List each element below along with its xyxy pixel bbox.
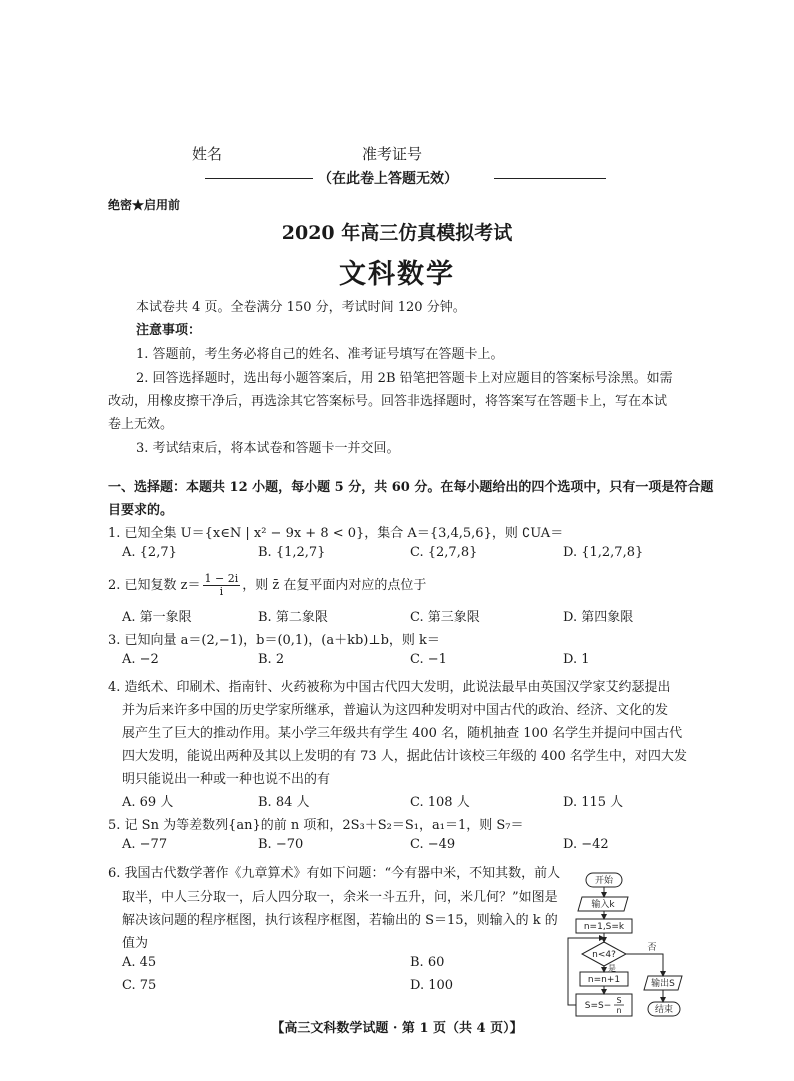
flowchart-condition-label: n<4? (592, 950, 616, 960)
intro-text: 本试卷共 4 页。全卷满分 150 分，考试时间 120 分钟。 (136, 300, 466, 315)
flowchart-output-label: 输出S (651, 979, 675, 989)
flowchart-init-label: n=1,S=k (583, 922, 625, 932)
question-3-option-a: A. −2 (122, 652, 159, 667)
question-2-stem (108, 573, 426, 598)
question-6-line-1: 6. 我国古代数学著作《九章算术》有如下问题：“今有器中米，不知其数，前人 (108, 866, 561, 881)
secret-label: 绝密★启用前 (108, 198, 181, 212)
question-2-stem-suffix: ，则 z̄ 在复平面内对应的点位于 (242, 578, 427, 593)
flowchart-increment-label: n=n+1 (587, 975, 621, 985)
question-6-option-d: D. 100 (410, 978, 454, 993)
flowchart (548, 868, 698, 1028)
flowchart-no-label: 否 (647, 943, 657, 953)
question-4-line-4: 四大发明，能说出两种及其以上发明的有 73 人，据此估计该校三年级的 400 名学生中，对四大发 (122, 749, 687, 764)
question-6-option-c: C. 75 (122, 978, 157, 993)
question-2-numerator: 1 − 2i (204, 572, 239, 585)
question-6-line-3: 解决该问题的程序框图，执行该程序框图，若输出的 S＝15，则输入的 k 的 (122, 913, 558, 928)
flowchart-end-label: 结束 (654, 1005, 674, 1015)
flowchart-fraction-numerator: S (616, 996, 622, 1005)
question-2-option-d: D. 第四象限 (563, 610, 634, 625)
note-3: 3. 考试结束后，将本试卷和答题卡一并交回。 (136, 441, 400, 456)
question-6-option-b: B. 60 (410, 955, 445, 970)
question-2-fraction (203, 573, 241, 598)
question-3-option-b: B. 2 (258, 652, 285, 667)
question-2-denominator: i (219, 585, 224, 598)
note-2-line-1: 2. 回答选择题时，选出每小题答案后，用 2B 铅笔把答题卡上对应题目的答案标号涂黑。如需 (136, 371, 673, 386)
question-2-option-a: A. 第一象限 (122, 610, 192, 625)
question-2-option-c: C. 第三象限 (410, 610, 480, 625)
question-2-option-b: B. 第二象限 (258, 610, 328, 625)
question-4-option-c: C. 108 人 (410, 795, 470, 810)
question-1-option-c: C. {2,7,8} (410, 545, 478, 560)
flowchart-yes-label: 是 (608, 964, 616, 973)
question-4-line-2: 并为后来许多中国的历史学家所继承，普遍认为这四种发明对中国古代的政治、经济、文化的发 (122, 703, 669, 718)
question-6-line-2: 取半，中人三分取一，后人四分取一，余米一斗五升，问，米几何？”如图是 (122, 890, 558, 905)
flowchart-input-label: 输入k (591, 900, 615, 910)
question-3-option-c: C. −1 (410, 652, 447, 667)
section-heading-line-2: 目要求的。 (108, 503, 174, 518)
divider-right (494, 178, 606, 179)
question-5-option-a: A. −77 (122, 837, 168, 852)
name-label: 姓名 (192, 145, 223, 163)
note-2-line-3: 卷上无效。 (108, 417, 174, 432)
flowchart-start-label: 开始 (594, 876, 614, 886)
notes-heading: 注意事项： (136, 323, 202, 338)
question-4-option-b: B. 84 人 (258, 795, 310, 810)
question-1-option-b: B. {1,2,7} (258, 545, 326, 560)
question-2-stem-prefix: 2. 已知复数 z＝ (108, 578, 201, 593)
subject-title: 文科数学 (339, 259, 455, 290)
question-4-option-d: D. 115 人 (563, 795, 624, 810)
question-1-option-d: D. {1,2,7,8} (563, 545, 644, 560)
page-footer: 【高三文科数学试题 · 第 1 页（共 4 页）】 (271, 1021, 523, 1036)
question-5-option-b: B. −70 (258, 837, 304, 852)
question-3-stem: 3. 已知向量 a＝(2,−1)，b＝(0,1)，(a＋kb)⊥b，则 k＝ (108, 633, 440, 648)
question-4-line-3: 展产生了巨大的推动作用。某小学三年级共有学生 400 名，随机抽查 100 名学生并提问中国古代 (122, 726, 683, 741)
exam-title: 2020 年高三仿真模拟考试 (281, 222, 513, 244)
flowchart-fraction-denominator: n (616, 1006, 622, 1015)
question-1-option-a: A. {2,7} (122, 545, 177, 560)
flowchart-svg (548, 868, 698, 1028)
question-1-stem: 1. 已知全集 U＝{x∈N | x² − 9x + 8 < 0}，集合 A＝{3,4,5,6}，则 ∁UA＝ (108, 526, 564, 541)
question-5-stem: 5. 记 Sn 为等差数列{an}的前 n 项和，2S₃＋S₂＝S₁，a₁＝1，则 S₇＝ (108, 818, 524, 833)
question-4-option-a: A. 69 人 (122, 795, 174, 810)
question-3-option-d: D. 1 (563, 652, 590, 667)
divider-left (205, 178, 313, 179)
exam-id-label: 准考证号 (362, 145, 423, 163)
question-4-line-1: 4. 造纸术、印刷术、指南针、火药被称为中国古代四大发明，此说法最早由英国汉学家艾约瑟提出 (108, 680, 671, 695)
note-1: 1. 答题前，考生务必将自己的姓名、准考证号填写在答题卡上。 (136, 347, 504, 362)
question-5-option-c: C. −49 (410, 837, 456, 852)
section-heading-line-1: 一、选择题：本题共 12 小题，每小题 5 分，共 60 分。在每小题给出的四个选项中，只有一项是符合题 (108, 480, 714, 495)
question-5-option-d: D. −42 (563, 837, 609, 852)
question-6-line-4: 值为 (122, 936, 149, 951)
note-2-line-2: 改动，用橡皮擦干净后，再选涂其它答案标号。回答非选择题时，将答案写在答题卡上，写在本试 (108, 394, 668, 409)
flowchart-update-prefix: S=S− (584, 1001, 612, 1011)
question-4-line-5: 明只能说出一种或一种也说不出的有 (122, 772, 331, 787)
question-6-option-a: A. 45 (122, 955, 157, 970)
invalid-note: （在此卷上答题无效） (318, 171, 458, 187)
